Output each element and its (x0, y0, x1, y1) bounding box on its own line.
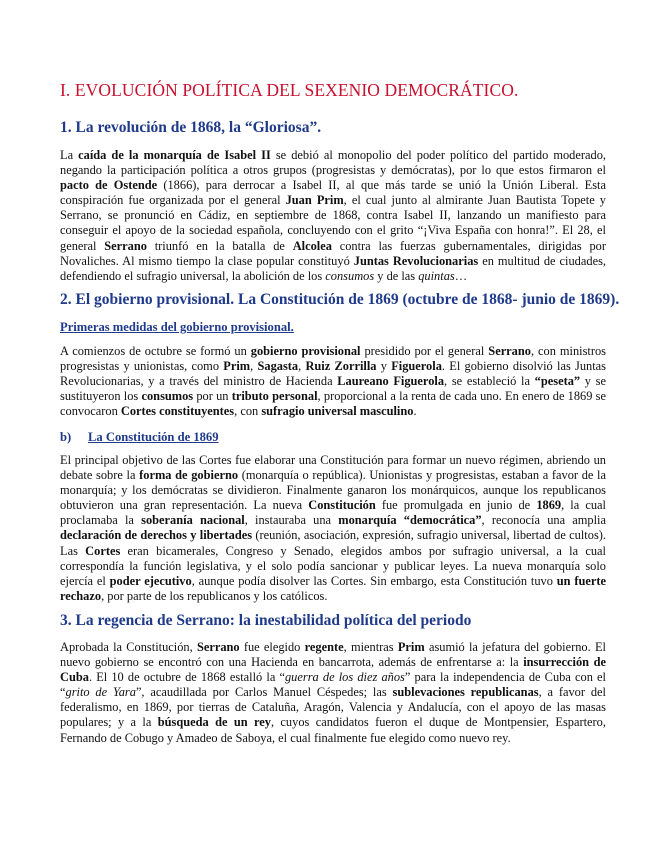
subsection-a-heading: Primeras medidas del gobierno provisional. (60, 320, 294, 334)
section-3-heading: 3. La regencia de Serrano: la inestabilidad política del periodo (60, 612, 472, 629)
subsection-b-heading: b) La Constitución de 1869 (60, 430, 219, 444)
section-3-paragraph: Aprobada la Constitución, Serrano fue elegido regente, mientras Prim asumió la jefatura del gobierno. El nuevo gobierno se encontró con una Hacienda en bancarrota, además de enfrentarse a: la insurrección de Cuba. El 10 de octubre de 1868 estalló la “guerra de los diez años” para la independencia de Cuba con el “grito de Yara”, acaudillada por Carlos Manuel Céspedes; las sublevaciones republicanas, a favor del federalismo, en 1869, por tierras de Cataluña, Aragón, Valencia y Andalucía, con el apoyo de las masas populares; y a la búsqueda de un rey, cuyos candidatos fueron el duque de Montpensier, Espartero, Fernando de Cobugo y Amadeo de Saboya, el cual finalmente fue elegido como nuevo rey. (60, 640, 607, 745)
section-2a-paragraph: A comienzos de octubre se formó un gobierno provisional presidido por el general Serrano, con ministros progresistas y unionistas, como Prim, Sagasta, Ruiz Zorrilla y Figuerola. El gobierno disolvió las Juntas Revolucionarias, y a través del ministro de Hacienda Laureano Figuerola, se estableció la “peseta” y se sustituyeron los consumos por un tributo personal, proporcional a la renta de cada uno. En enero de 1869 se convocaron Cortes constituyentes, con sufragio universal masculino. (60, 344, 606, 419)
section-1-paragraph: La caída de la monarquía de Isabel II se debió al monopolio del poder político del partido moderado, negando la participación política a otros grupos (progresistas y demócratas), por lo que estos firmaron el pacto de Ostende (1866), para derrocar a Isabel II, al que más tarde se unió la Unión Liberal. Esta conspiración fue organizada por el general Juan Prim, el cual junto al almirante Juan Bautista Topete y Serrano, se pronunció en Cádiz, en septiembre de 1868, contra Isabel II, lanzando un manifiesto para conseguir el apoyo de la sociedad española, concluyendo con el grito “¡Viva España con honra!”. El 28, el general Serrano triunfó en la batalla de Alcolea contra las fuerzas gubernamentales, dirigidas por Novaliches. Al mismo tiempo la clase popular constituyó Juntas Revolucionarias en multitud de ciudades, defendiendo el sufragio universal, la abolición de los consumos y de las quintas… (60, 148, 607, 283)
section-2b-paragraph: El principal objetivo de las Cortes fue elaborar una Constitución para formar un nuevo régimen, abriendo un debate sobre la forma de gobierno (monarquía o república). Unionistas y progresistas, estaban a favor de la monarquía; y los demócratas se dividieron. Finalmente ganaron los monárquicos, aunque los republicanos obtuvieron una gran representación. La nueva Constitución fue promulgada en junio de 1869, la cual proclamaba la soberanía nacional, instauraba una monarquía “democrática”, reconocía una amplia declaración de derechos y libertades (reunión, asociación, expresión, sufragio universal, libertad de cultos). Las Cortes eran bicamerales, Congreso y Senado, elegidos ambos por sufragio universal, a la cual correspondía la función legislativa, y el solo podía sancionar y publicar leyes. La nueva monarquía solo ejercía el poder ejecutivo, aunque podía disolver las Cortes. Sin embargo, esta Constitución tuvo un fuerte rechazo, por parte de los republicanos y los católicos. (60, 453, 607, 603)
section-2-heading: 2. El gobierno provisional. La Constitución de 1869 (octubre de 1868- junio de 1869). (60, 291, 620, 308)
section-1-heading: 1. La revolución de 1868, la “Gloriosa”. (60, 119, 322, 136)
document-title: I. EVOLUCIÓN POLÍTICA DEL SEXENIO DEMOCRÁTICO. (60, 80, 519, 100)
